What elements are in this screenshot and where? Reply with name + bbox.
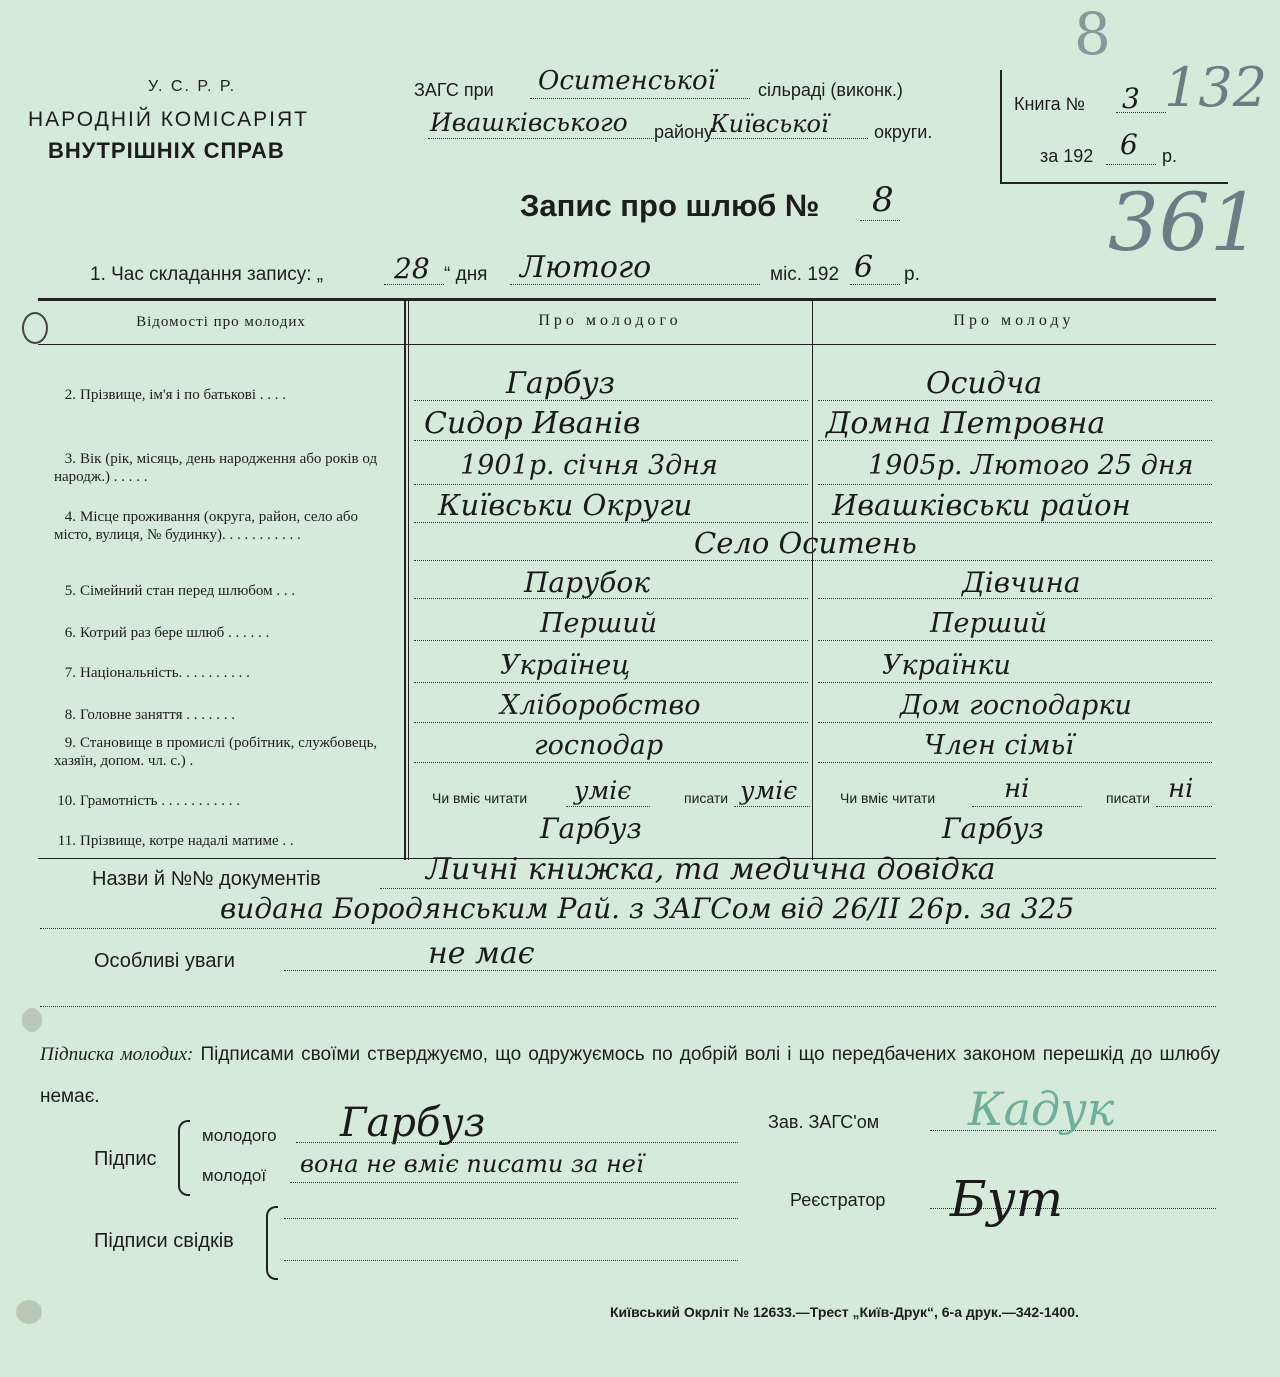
signature-label: Підпис bbox=[94, 1148, 157, 1170]
bride-future-surname: Гарбуз bbox=[942, 812, 1044, 845]
groom-status-line bbox=[414, 762, 808, 763]
bride-write-label: писати bbox=[1106, 790, 1151, 806]
footer-imprint: Київський Окрліт № 12633.—Трест „Київ-Друк“, 6-а друк.—342-1400. bbox=[610, 1304, 1079, 1320]
head-zags-label: Зав. ЗАГС'ом bbox=[768, 1112, 880, 1132]
commissariat-line2: ВНУТРІШНІХ СПРАВ bbox=[48, 138, 285, 163]
year-line bbox=[1106, 164, 1156, 165]
bride-signature: вона не вміє писати за неї bbox=[300, 1150, 644, 1178]
row-label-name: 2. Прізвище, ім'я і по батькові . . . . bbox=[64, 387, 287, 403]
book-stamp-number: 132 bbox=[1164, 56, 1268, 119]
bride-write-line bbox=[1156, 806, 1212, 807]
district-line bbox=[428, 138, 654, 139]
title-number-line bbox=[860, 220, 900, 221]
okrug-value: Київської bbox=[710, 110, 829, 138]
record-month-value: Лютого bbox=[520, 250, 652, 285]
row-label-literacy: 10. Грамотність . . . . . . . . . . . bbox=[57, 793, 240, 809]
head-zags-signature: Кадук bbox=[968, 1082, 1115, 1136]
bride-status-line bbox=[818, 762, 1212, 763]
republic-label: У. С. Р. Р. bbox=[148, 78, 237, 95]
okrug-line bbox=[708, 138, 868, 139]
remarks-value: не має bbox=[428, 936, 535, 971]
table-top-rule bbox=[38, 298, 1216, 301]
row-label-occupation: 8. Головне заняття . . . . . . . bbox=[64, 707, 235, 723]
record-year-value: 6 bbox=[854, 250, 874, 285]
groom-residence-line bbox=[414, 522, 808, 523]
groom-read-value: уміє bbox=[574, 776, 632, 805]
bride-read-label: Чи вміє читати bbox=[840, 790, 936, 806]
district-word: району bbox=[654, 122, 714, 142]
registrar-label: Реєстратор bbox=[790, 1190, 886, 1210]
punch-hole bbox=[22, 1008, 42, 1032]
year-suffix: р. bbox=[1162, 146, 1178, 166]
year-label: за 192 bbox=[1040, 146, 1094, 166]
bride-residence-line bbox=[818, 522, 1212, 523]
groom-occupation-line bbox=[414, 722, 808, 723]
witness-line-1 bbox=[284, 1218, 738, 1219]
documents-label: Назви й №№ документів bbox=[92, 868, 321, 890]
zags-council-line bbox=[530, 98, 750, 99]
groom-nationality-value: Українец bbox=[500, 650, 631, 681]
bride-nationality-line bbox=[818, 682, 1212, 683]
row-label-residence: 4. Місце проживання (округа, район, село або місто, вулиця, № будинку). . . . . . . . . . . bbox=[54, 509, 359, 543]
bride-occupation-line bbox=[818, 722, 1212, 723]
record-day-value: 28 bbox=[394, 252, 430, 285]
corner-pencil-mark: 8 bbox=[1074, 0, 1111, 68]
row-label-age: 3. Вік (рік, місяць, день народження або років од народж.) . . . . . bbox=[54, 451, 378, 485]
record-year-suffix: р. bbox=[904, 264, 920, 285]
okrug-word: округи. bbox=[874, 122, 933, 142]
zags-suffix: сільраді (виконк.) bbox=[758, 80, 903, 100]
consent-prefix: Підписка молодих: bbox=[40, 1044, 194, 1065]
groom-count-line bbox=[414, 640, 808, 641]
col-header-bride: Про молоду bbox=[953, 312, 1075, 329]
bride-occupation-value: Дом господарки bbox=[900, 690, 1132, 721]
bride-age-line bbox=[818, 484, 1212, 485]
shared-residence-value: Село Оситень bbox=[694, 526, 917, 560]
groom-residence-value: Київськи Округи bbox=[438, 488, 693, 522]
documents-line-2 bbox=[40, 928, 1216, 929]
bride-surname-value: Осидча bbox=[926, 366, 1043, 401]
bride-sign-label: молодої bbox=[202, 1166, 267, 1185]
groom-write-label: писати bbox=[684, 790, 729, 806]
district-value: Ивашківського bbox=[430, 108, 628, 137]
bride-read-value: ні bbox=[1004, 774, 1030, 804]
bride-nationality-value: Українки bbox=[882, 650, 1011, 681]
bride-count-line bbox=[818, 640, 1212, 641]
signature-brace bbox=[178, 1120, 190, 1196]
groom-occupation-value: Хліборобство bbox=[500, 690, 701, 721]
groom-surname-value: Гарбуз bbox=[506, 366, 616, 401]
book-number-value: 3 bbox=[1122, 82, 1140, 115]
witnesses-label: Підписи свідків bbox=[94, 1230, 234, 1252]
table-header-rule bbox=[38, 344, 1216, 345]
zags-prefix: ЗАГС при bbox=[414, 80, 494, 100]
groom-status-value: господар bbox=[534, 730, 664, 761]
registrar-signature: Бут bbox=[950, 1170, 1064, 1228]
bride-read-line bbox=[972, 806, 1082, 807]
year-value: 6 bbox=[1120, 128, 1138, 161]
residence-line-2 bbox=[414, 560, 1212, 561]
book-label: Книга № bbox=[1014, 94, 1085, 114]
groom-nationality-line bbox=[414, 682, 808, 683]
groom-write-line bbox=[734, 806, 810, 807]
bride-sign-line bbox=[290, 1182, 738, 1183]
groom-signature: Гарбуз bbox=[340, 1100, 486, 1146]
bride-age-value: 1905р. Лютого 25 дня bbox=[868, 450, 1194, 481]
groom-name-value: Сидор Иванів bbox=[424, 406, 641, 441]
table-col-divider-1 bbox=[404, 300, 406, 860]
groom-sign-label: молодого bbox=[202, 1126, 277, 1145]
bride-name-value: Домна Петровна bbox=[826, 406, 1106, 441]
col-header-groom: Про молодого bbox=[538, 312, 682, 329]
groom-read-label: Чи вміє читати bbox=[432, 790, 528, 806]
consent-text: Підписами своїми стверджуємо, що одружуємось по добрій волі і що передбачених законом перешкід до шлюбу немає. bbox=[40, 1044, 1220, 1107]
page-title: Запис про шлюб № bbox=[520, 188, 820, 223]
bride-count-value: Перший bbox=[930, 608, 1048, 639]
remarks-line bbox=[284, 970, 1216, 971]
title-number-value: 8 bbox=[872, 180, 894, 220]
remarks-label: Особливі уваги bbox=[94, 950, 235, 972]
bride-status-value: Член сімьї bbox=[924, 730, 1074, 761]
groom-marital-value: Парубок bbox=[524, 566, 650, 599]
witnesses-brace bbox=[266, 1206, 278, 1280]
row-label-marriage-count: 6. Котрий раз бере шлюб . . . . . . bbox=[64, 625, 270, 641]
record-day-label: “ дня bbox=[444, 264, 488, 285]
record-month-label: міс. 192 bbox=[770, 264, 840, 285]
punch-hole bbox=[16, 1300, 42, 1324]
remarks-line-2 bbox=[40, 1006, 1216, 1007]
groom-count-value: Перший bbox=[540, 608, 658, 639]
documents-line1-value: Личні книжка, та медична довідка bbox=[426, 852, 996, 887]
table-col-divider-2 bbox=[408, 300, 409, 860]
record-time-label: 1. Час складання запису: „ bbox=[90, 264, 324, 285]
commissariat-line1: НАРОДНІЙ КОМІСАРІЯТ bbox=[28, 108, 309, 131]
side-pencil-mark: 361 bbox=[1108, 176, 1261, 269]
groom-future-surname: Гарбуз bbox=[540, 812, 642, 845]
groom-write-value: уміє bbox=[740, 776, 798, 805]
row-label-marital: 5. Сімейний стан перед шлюбом . . . bbox=[64, 583, 296, 599]
zags-council-value: Оситенської bbox=[538, 66, 717, 96]
bride-residence-value: Ивашківськи район bbox=[832, 488, 1131, 522]
groom-read-line bbox=[566, 806, 650, 807]
row-label-status: 9. Становище в промислі (робітник, службовець, хазяїн, допом. чл. с.) . bbox=[54, 735, 378, 769]
bride-marital-value: Дівчина bbox=[962, 566, 1081, 599]
bride-write-value: ні bbox=[1168, 774, 1194, 804]
row-label-nationality: 7. Національність. . . . . . . . . . bbox=[64, 665, 250, 681]
witness-line-2 bbox=[284, 1260, 738, 1261]
groom-age-line bbox=[414, 484, 808, 485]
col-header-info: Відомості про молодих bbox=[136, 314, 306, 330]
row-label-future-surname: 11. Прізвище, котре надалі матиме . . bbox=[57, 833, 294, 849]
groom-age-value: 1901р. січня 3дня bbox=[460, 450, 718, 481]
table-col-divider-3 bbox=[812, 300, 813, 860]
documents-line2-value: видана Бородянським Рай. з ЗАГСом від 26/II 26р. за 325 bbox=[220, 892, 1075, 925]
documents-line-1 bbox=[380, 888, 1216, 889]
